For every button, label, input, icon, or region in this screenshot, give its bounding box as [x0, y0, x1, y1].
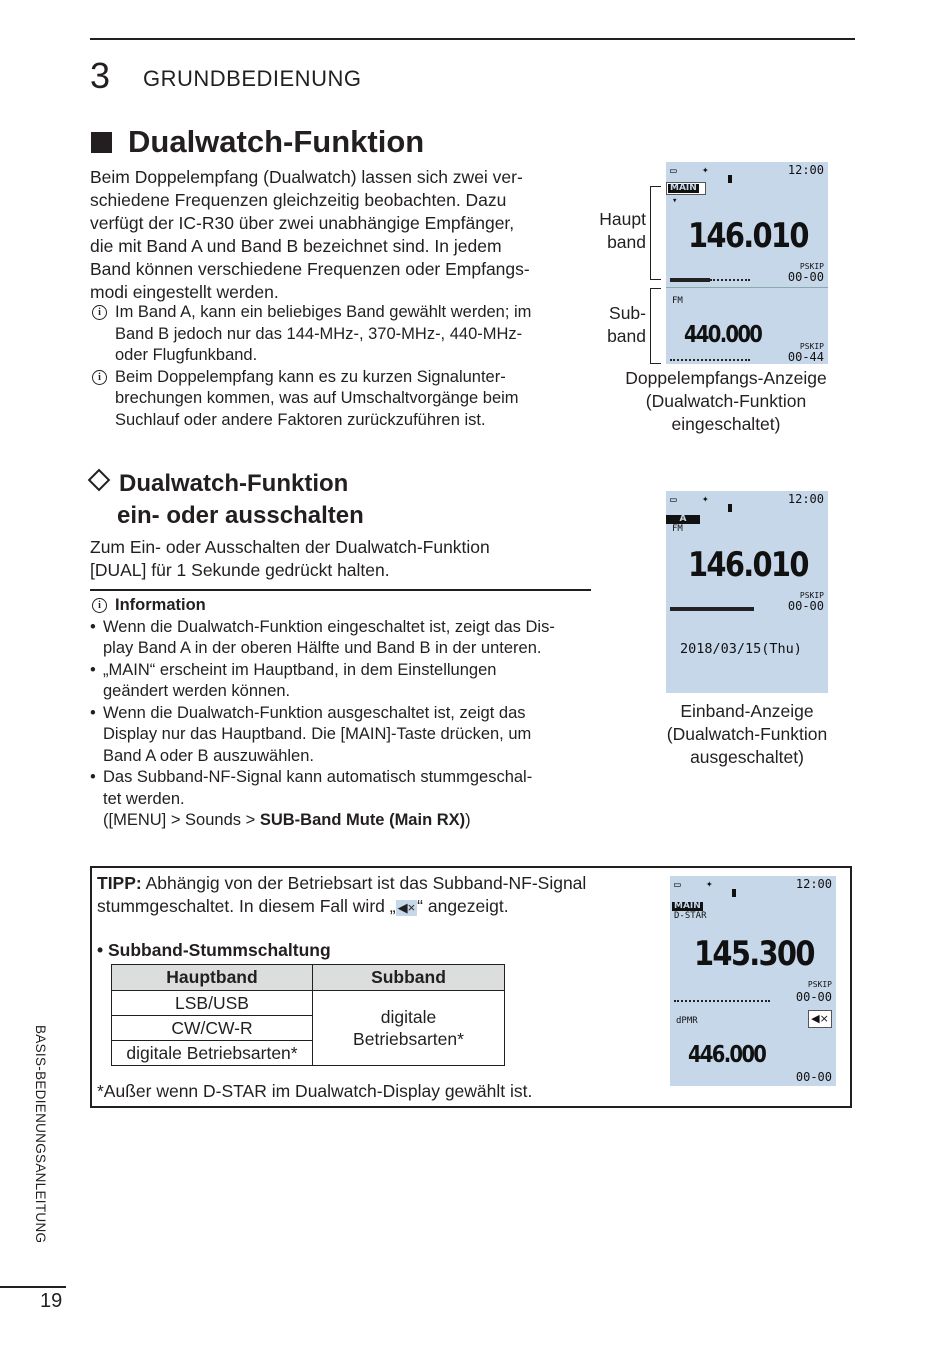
- table-header-row: [112, 965, 505, 991]
- mode-b: FM: [672, 296, 683, 306]
- display2-caption: [626, 700, 868, 769]
- note-line: Band B jedoch nur das 144-MHz-, 370-MHz-, 440-MHz-: [115, 324, 523, 343]
- info-heading: [90, 595, 595, 617]
- caption-line: (Dualwatch-Funktion: [645, 391, 807, 411]
- date: 2018/03/15(Thu): [680, 641, 802, 657]
- main-tag: MAIN: [670, 183, 697, 193]
- main-band-label-line: Haupt: [599, 209, 646, 229]
- diamond-icon: [88, 469, 111, 492]
- menu-path: [90, 810, 595, 832]
- tip-line: [97, 872, 657, 895]
- table-cell: LSB/USB: [112, 991, 313, 1016]
- bullet-line: geändert werden können.: [103, 682, 291, 700]
- clock: 12:00: [795, 877, 832, 891]
- information-block: [90, 595, 595, 832]
- marker: [732, 889, 736, 897]
- header-sub: Subband: [313, 965, 505, 991]
- notes-list: [90, 302, 590, 431]
- mode: FM: [672, 524, 683, 534]
- lcd-singleband: [666, 491, 828, 693]
- menu-path-suffix: ): [465, 811, 471, 829]
- note-item: [90, 302, 590, 367]
- info-rule: [90, 589, 591, 591]
- caption-line: eingeschaltet): [671, 414, 781, 434]
- caption-line: Doppelempfangs-Anzeige: [625, 368, 827, 388]
- divider: [666, 287, 828, 288]
- sub-band-label-line: Sub-: [609, 303, 646, 323]
- info-bullet: [90, 660, 595, 703]
- section-title: Dualwatch-Funktion: [128, 124, 425, 159]
- tip-text2a: stummgeschaltet. In diesem Fall wird „: [97, 896, 396, 916]
- frequency-a: 145.300: [694, 934, 814, 974]
- caption-line: ausgeschaltet): [690, 747, 804, 767]
- note-line: brechungen kommen, was auf Umschaltvorgänge beim: [115, 389, 519, 407]
- pskip-a: PSKIP: [807, 980, 832, 989]
- pskip: PSKIP: [799, 591, 824, 600]
- table-title-text: Subband-Stummschaltung: [108, 940, 331, 960]
- chapter-number: 3: [90, 55, 111, 96]
- intro-line: modi eingestellt werden.: [90, 282, 279, 302]
- memory: 00-00: [787, 599, 824, 613]
- frequency: 146.010: [688, 545, 808, 585]
- main-tag: MAIN: [674, 901, 701, 911]
- subsection-title-line: Dualwatch-Funktion: [119, 470, 349, 497]
- note-line: oder Flugfunkband.: [115, 346, 258, 364]
- sub-band-bracket: [650, 288, 661, 364]
- side-label: BASIS-BEDIENUNGSANLEITUNG: [33, 1025, 48, 1244]
- clock: 12:00: [787, 163, 824, 177]
- memory-b: 00-00: [795, 1070, 832, 1084]
- display1-caption: [605, 367, 847, 436]
- s-meter-dots-b: [670, 359, 750, 364]
- subsection-title-line: ein- oder ausschalten: [117, 502, 364, 529]
- info-bullet: [90, 703, 595, 768]
- marker: [728, 504, 732, 512]
- info-icon: i: [92, 598, 107, 613]
- lcd-dualwatch: [666, 162, 828, 364]
- table-title: • Subband-Stummschaltung: [97, 940, 331, 960]
- caption-line: Einband-Anzeige: [680, 701, 814, 721]
- intro-line: schiedene Frequenzen gleichzeitig beobachten. Dazu: [90, 190, 507, 210]
- bullet-line: tet werden.: [103, 789, 185, 808]
- mute-icon: ◀×: [397, 900, 416, 915]
- tip-label: TIPP:: [97, 873, 142, 893]
- pskip-a: PSKIP: [799, 262, 824, 271]
- info-bullet: [90, 767, 595, 810]
- tip-text: [97, 872, 657, 918]
- menu-path-prefix: ([MENU] > Sounds >: [103, 811, 260, 829]
- header-main: Hauptband: [112, 965, 313, 991]
- subsection-heading: [91, 468, 364, 532]
- page-number: 19: [40, 1290, 63, 1312]
- section-heading: [91, 124, 424, 160]
- signal-icon: ✦: [702, 492, 709, 505]
- battery-icon: ▭: [670, 493, 677, 506]
- info-icon: i: [92, 370, 107, 385]
- square-bullet-icon: [91, 132, 112, 153]
- table-cell: digitale Betriebsarten*: [112, 1041, 313, 1066]
- battery-icon: ▭: [670, 164, 677, 177]
- intro-line: die mit Band A und Band B bezeichnet sind. In jedem: [90, 236, 502, 256]
- page-rule: [0, 1286, 66, 1288]
- chapter-title: GRUNDBEDIENUNG: [143, 66, 362, 91]
- signal-icon: ✦: [702, 163, 709, 176]
- bullet-line: • „MAIN“ erscheint im Hauptband, in dem Einstellungen: [103, 660, 497, 679]
- main-band-label-line: band: [607, 232, 646, 252]
- memory-b: 00-44: [787, 350, 824, 364]
- tip-text2b: “ angezeigt.: [417, 896, 509, 916]
- intro-paragraph: [90, 166, 590, 304]
- info-title: Information: [115, 596, 206, 614]
- menu-path-bold: SUB-Band Mute (Main RX): [259, 811, 466, 829]
- bullet-line: • Wenn die Dualwatch-Funktion eingeschaltet ist, zeigt das Dis-: [103, 617, 555, 636]
- main-band-bracket: [650, 186, 661, 280]
- intro-line: Band können verschiedene Frequenzen oder Empfangs-: [90, 259, 530, 279]
- note-line: Im Band A, kann ein beliebiges Band gewählt werden; im: [115, 303, 532, 321]
- subsection-body: [90, 536, 590, 582]
- tip-text1: Abhängig von der Betriebsart ist das Subband-NF-Signal: [141, 873, 587, 893]
- s-meter-dots-a: [674, 1000, 770, 1005]
- battery-icon: ▭: [674, 878, 681, 891]
- mode-a: D-STAR: [674, 911, 707, 921]
- body-line: Zum Ein- oder Ausschalten der Dualwatch-Funktion: [90, 537, 490, 557]
- sub-band-label-line: band: [607, 326, 646, 346]
- signal-icon: ✦: [706, 877, 713, 890]
- bullet-line: Display nur das Hauptband. Die [MAIN]-Taste drücken, um: [103, 725, 532, 743]
- memory-a: 00-00: [787, 270, 824, 284]
- lcd-dstar: [670, 876, 836, 1086]
- header-rule: [90, 38, 855, 40]
- sub-value-line: digitale: [380, 1007, 437, 1027]
- frequency-a: 146.010: [688, 216, 808, 256]
- caption-line: (Dualwatch-Funktion: [666, 724, 828, 744]
- sub-band-label: [588, 302, 646, 348]
- bullet-line: • Das Subband-NF-Signal kann automatisch stummgeschal-: [103, 768, 533, 786]
- table-cell: CW/CW-R: [112, 1016, 313, 1041]
- s-meter: [670, 607, 754, 611]
- pskip-b: PSKIP: [799, 342, 824, 351]
- marker: [728, 175, 732, 183]
- s-meter-a: [670, 278, 710, 282]
- note-item: [90, 367, 590, 432]
- info-bullet: [90, 617, 595, 660]
- sub-value-line: Betriebsarten*: [353, 1029, 464, 1049]
- intro-line: Beim Doppelempfang (Dualwatch) lassen sich zwei ver-: [90, 167, 523, 187]
- table-row: [112, 991, 505, 1016]
- note-line: Beim Doppelempfang kann es zu kurzen Signalunter-: [115, 367, 506, 386]
- memory-a: 00-00: [795, 990, 832, 1004]
- mute-icon: ◀×: [808, 1010, 832, 1028]
- mode-b: dPMR: [676, 1016, 698, 1026]
- s-meter-dots-a: [710, 279, 750, 284]
- bullet-line: • Wenn die Dualwatch-Funktion ausgeschaltet ist, zeigt das: [103, 703, 526, 722]
- frequency-b: 440.000: [684, 322, 762, 348]
- bullet-line: Band A oder B auszuwählen.: [103, 746, 314, 765]
- info-icon: i: [92, 305, 107, 320]
- clock: 12:00: [787, 492, 824, 506]
- table-cell-sub: [313, 991, 505, 1066]
- mode-small: ▾: [672, 196, 678, 206]
- band-a-tag: A: [666, 515, 700, 524]
- footnote: *Außer wenn D-STAR im Dualwatch-Display gewählt ist.: [97, 1081, 533, 1101]
- frequency-b: 446.000: [688, 1042, 766, 1068]
- tip-line: [97, 895, 657, 918]
- body-line: [DUAL] für 1 Sekunde gedrückt halten.: [90, 560, 390, 580]
- note-line: Suchlauf oder andere Faktoren zurückzuführen ist.: [115, 410, 486, 429]
- intro-line: verfügt der IC-R30 über zwei unabhängige Empfänger,: [90, 213, 515, 233]
- bullet-line: play Band A in der oberen Hälfte und Band B in der unteren.: [103, 639, 542, 657]
- mute-table: [111, 964, 505, 1066]
- main-band-label: [588, 208, 646, 254]
